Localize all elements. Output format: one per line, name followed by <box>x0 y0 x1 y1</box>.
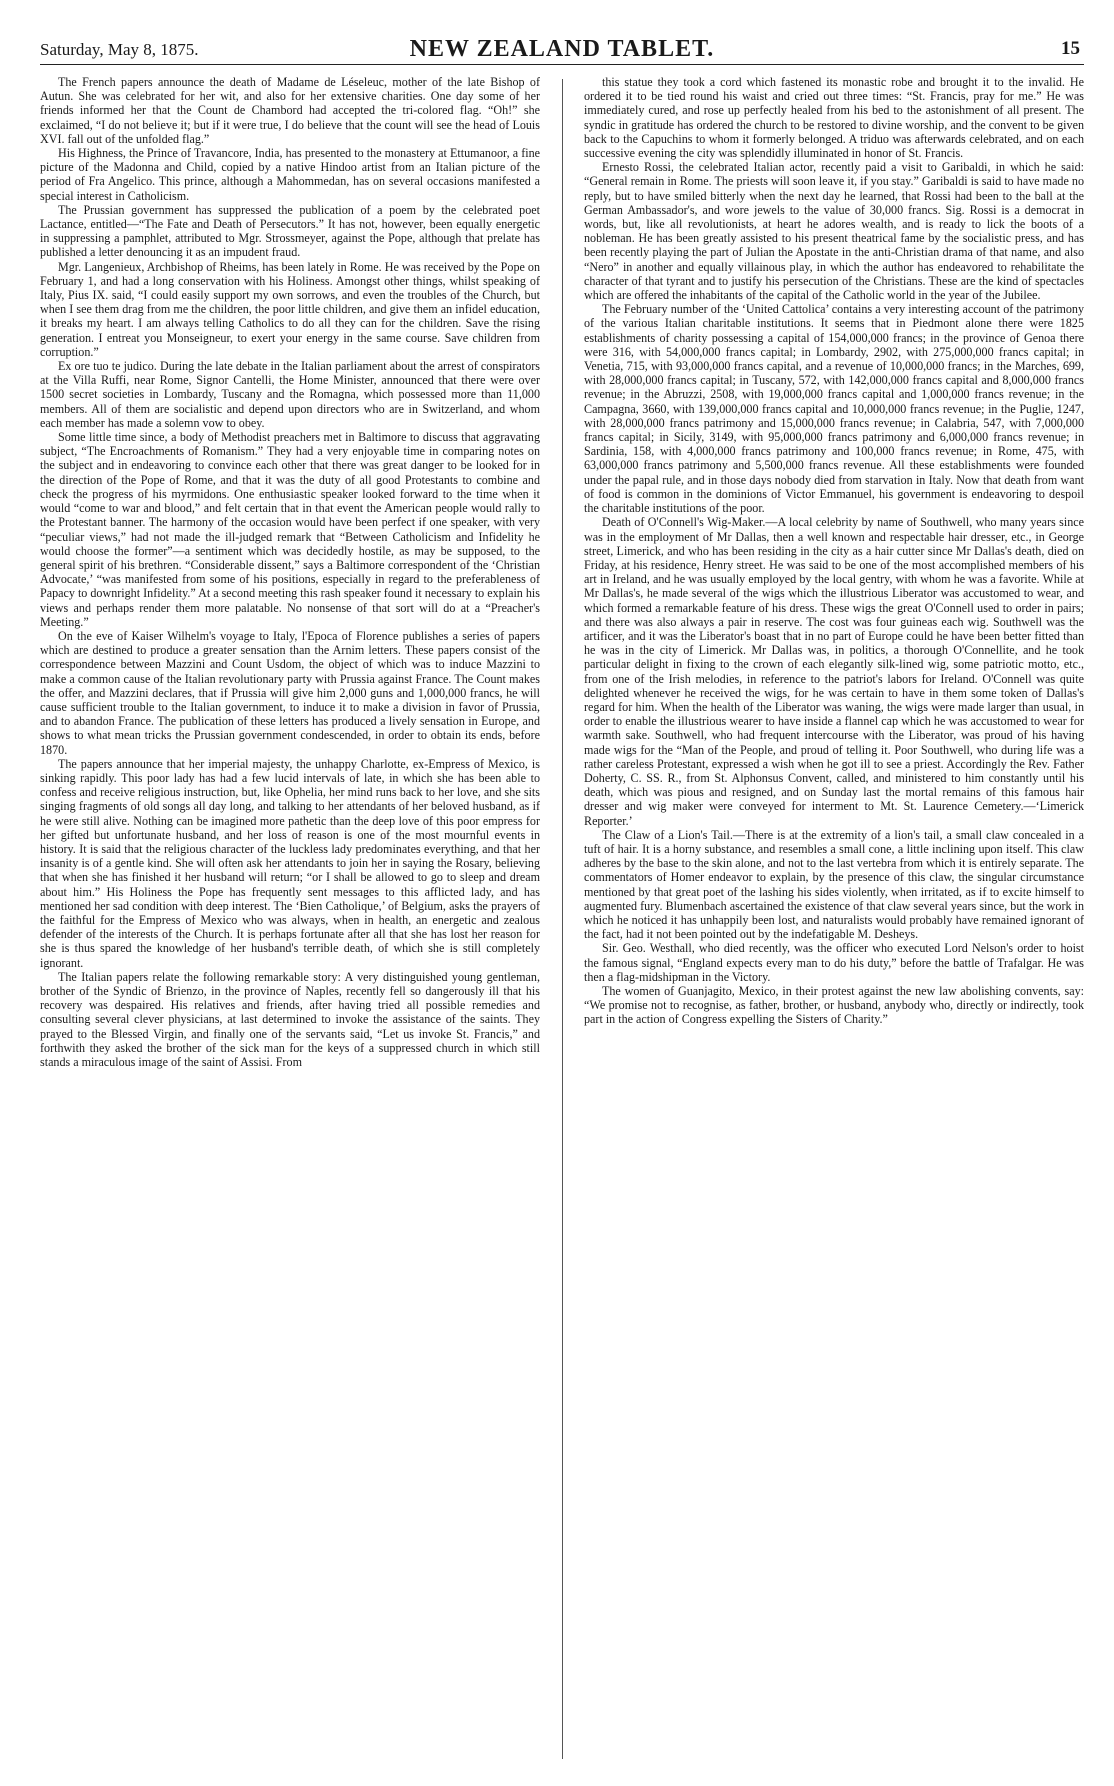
left-column <box>40 75 540 1765</box>
paragraph: Death of O'Connell's Wig-Maker.—A local celebrity by name of Southwell, who many years since was in the employment of Mr Dallas, then a well known and respectable hair dresser, etc., in George street, Limerick, and who has been residing in the city as a hair cutter since Mr Dallas's death, died on Friday, at his residence, Henry street. He was said to be one of the most accomplished members of his art in Ireland, and he was usually employed by the local gentry, with whom he was a favorite. While at Mr Dallas's, he made several of the wigs which the illustrious Liberator was accustomed to wear, and which formed a remarkable feature of his dress. These wigs the great O'Connell used to order in pairs; and there was also always a pair in reserve. The cost was four guineas each wig. Southwell was the artificer, and it was the Liberator's boast that in no part of Europe could he have been better fitted than he was in the city of Limerick. Mr Dallas was, in politics, a thorough O'Connellite, and he took particular delight in fixing to the crown of each elegantly silk-lined wig, some patriotic motto, etc., from one of the Irish melodies, in reference to the patriot's labors for Ireland. O'Connell was quite delighted whenever he received the wigs, for he was certain to have in them some token of Dallas's regard for him. When the health of the Liberator was waning, the wigs were made larger than usual, in order to enable the illustrious wearer to have inside a flannel cap which he was accustomed to wear for warmth sake. Southwell, who had frequent intercourse with the Liberator, was proud of his having made wigs for the “Man of the People, and proud of telling it. Poor Southwell, who during life was a rather careless Protestant, expressed a wish when he got ill to see a priest. Accordingly the Rev. Father Doherty, C. SS. R., from St. Alphonsus Convent, called, and ministered to him constantly until his death, which was pious and resigned, and on Sunday last the mortal remains of this famous hair dresser and wig maker were conveyed for interment to Mt. St. Laurence Cemetery.—‘Limerick Reporter.’ <box>584 515 1084 828</box>
paragraph: The French papers announce the death of Madame de Léseleuc, mother of the late Bishop of Autun. She was celebrated for her wit, and also for her extensive charities. One day some of her friends informed her that the Count de Chambord had accepted the tri-colored flag. “Oh!” she exclaimed, “I do not believe it; but if it were true, I do believe that the count will see the head of Louis XVI. fall out of the unfolded flag.” <box>40 75 540 146</box>
paragraph: The February number of the ‘United Cattolica’ contains a very interesting account of the patrimony of the various Italian charitable institutions. It seems that in Piedmont alone there were 1825 establishments of charity possessing a capital of 154,000,000 francs; in the province of Genoa there were 316, with 54,000,000 francs capital; in Lombardy, 2902, with 275,000,000 francs capital; in Venetia, 715, with 93,000,000 francs capital, and a revenue of 10,000,000 francs; in the Marches, 699, with 28,000,000 francs capital; in Tuscany, 572, with 142,000,000 francs capital and 8,000,000 francs revenue; in the Abruzzi, 2508, with 19,000,000 francs capital and 1,000,000 francs revenue; in the Campagna, 3660, with 139,000,000 francs capital and 10,000,000 francs revenue; in the Puglie, 1247, with 28,000,000 francs patrimony and 15,000,000 francs revenue; in Calabria, 547, with 7,000,000 francs capital; in Sicily, 3149, with 95,000,000 francs patrimony and 6,000,000 francs revenue; in Sardinia, 158, with 4,000,000 francs patrimony and 100,000 francs revenue; in Rome, 475, with 63,000,000 francs patrimony and 5,500,000 francs revenue. All these establishments were founded under the papal rule, and in those days nobody died from starvation in Italy. Now that death from want of food is common in the dominions of Victor Emmanuel, his government is endeavoring to despoil the charitable institutions of the poor. <box>584 302 1084 516</box>
masthead-title: NEW ZEALAND TABLET. <box>409 36 715 62</box>
issue-date: Saturday, May 8, 1875. <box>40 40 199 59</box>
paragraph: The Prussian government has suppressed the publication of a poem by the celebrated poet Lactance, entitled—“The Fate and Death of Persecutors.” It has not, however, been equally energetic in suppressing a pamphlet, attributed to Mgr. Strossmeyer, against the Pope, although that prelate has published a letter denouncing it as an impudent fraud. <box>40 202 540 260</box>
paragraph: Ernesto Rossi, the celebrated Italian actor, recently paid a visit to Garibaldi, in which he said: “General remain in Rome. The priests will soon leave it, if you stay.” Garibaldi is said to have made no reply, but to have smiled bitterly when the next day he learned, that Rossi had been to the ball at the German Ambassador's, and wore jewels to the value of 30,000 francs. Sig. Rossi is a democrat in words, but, like all revolutionists, at heart he adores wealth, and is ready to lick the boots of a nobleman. He has been greatly assisted to his present theatrical fame by the socialistic press, and has been recently playing the part of Julian the Apostate in the anti-Christian drama of that name, and also “Nero” in another and equally villainous play, in which the author has endeavored to rehabilitate the character of that tyrant and to justify his persecution of the Christians. These are the kind of spectacles which are offered the inhabitants of the capital of the Catholic world in the year of the Jubilee. <box>584 160 1084 303</box>
paragraph: On the eve of Kaiser Wilhelm's voyage to Italy, l'Epoca of Florence publishes a series of papers which are destined to produce a greater sensation than the Arnim letters. These papers consist of the correspondence between Mazzini and Count Usdom, the object of which was to induce Mazzini to make a common cause of the Italian revolutionary party with Prussia against France. The Count makes the offer, and Mazzini declares, that if Prussia will give him 2,000 guns and 1,000,000 francs, he will cause sufficient trouble to the Italian government, to induce it to make a division in favor of Prussia, and to abandon France. The publication of these letters has produced a lively sensation in Europe, and shows to what mean tricks the Prussian government condescended, in order to obtain its ends, before 1870. <box>40 628 540 757</box>
paragraph: Mgr. Langenieux, Archbishop of Rheims, has been lately in Rome. He was received by the Pope on February 1, and had a long conservation with his Holiness. Amongst other things, whilst speaking of Italy, Pius IX. said, “I could easily support my own sorrows, and even the troubles of the Church, but when I see them drag from me the children, the poor little children, and give them an infidel education, it breaks my heart. I am always telling Catholics to do all they can for the children. Save the rising generation. I entreat you Monseigneur, to exert your energy in the same course. Save children from corruption.” <box>40 259 540 359</box>
article-columns <box>40 75 1084 1765</box>
paragraph: Sir. Geo. Westhall, who died recently, was the officer who executed Lord Nelson's order to hoist the famous signal, “England expects every man to do his duty,” before the battle of Trafalgar. He was then a flag-midshipman in the Victory. <box>584 941 1084 984</box>
column-divider <box>562 79 563 1759</box>
paragraph: Some little time since, a body of Methodist preachers met in Baltimore to discuss that aggravating subject, “The Encroachments of Romanism.” They had a very enjoyable time in comparing notes on the subject and in endeavoring to convince each other that there was great danger to be looked for in the direction of the Pope of Rome, and that it was the duty of all good Protestants to combine and check the progress of his myrmidons. One enthusiastic speaker looked forward to the time when it would “come to war and blood,” and felt certain that in that event the American people would rally to the Protestant banner. The harmony of the occasion would have been perfect if one speaker, with very “peculiar views,” had not made the ill-judged remark that “Between Catholicism and Infidelity he would choose the former”—a sentiment which was decidedly hostile, as may be supposed, to the general spirit of his brethren. “Considerable dissent,” says a Baltimore correspondent of the ‘Christian Advocate,’ “was manifested from some of his positions, especially in regard to the preferableness of Papacy to downright Infidelity.” At a second meeting this rash speaker found it necessary to explain his views and perhaps render them more palatable. No nonsense of that sort will do at a “Preacher's Meeting.” <box>40 430 540 629</box>
page-header <box>40 38 1084 65</box>
paragraph: The Italian papers relate the following remarkable story: A very distinguished young gentleman, brother of the Syndic of Brienzo, in the province of Naples, recently fell so dangerously ill that his recovery was despaired. His relatives and friends, after having tried all possible remedies and consulting several clever physicians, at last determined to invoke the assistance of the saints. They prayed to the Blessed Virgin, and finally one of the servants said, “Let us invoke St. Francis,” and forthwith they asked the brother of the sick man for the keys of a suppressed church in which still stands a miraculous image of the saint of Assisi. From <box>40 969 540 1070</box>
page-number: 15 <box>1061 38 1080 59</box>
paragraph: The women of Guanjagito, Mexico, in their protest against the new law abolishing convents, say: “We promise not to recognise, as father, brother, or husband, anybody who, directly or indirectly, took part in the action of Congress expelling the Sisters of Charity.” <box>584 984 1084 1027</box>
paragraph: Ex ore tuo te judico. During the late debate in the Italian parliament about the arrest of conspirators at the Villa Ruffi, near Rome, Signor Cantelli, the Home Minister, announced that there were over 1500 secret societies in Lombardy, Tuscany and the Romagna, which possessed more than 11,000 members. All of them are socialistic and depend upon directors who are in Switzerland, and whom each member has made a solemn vow to obey. <box>40 359 540 430</box>
right-column <box>584 75 1084 1765</box>
paragraph: this statue they took a cord which fastened its monastic robe and brought it to the invalid. He ordered it to be tied round his waist and cried out three times: “St. Francis, pray for me.” He was immediately cured, and rose up perfectly healed from his bed to the astonishment of all present. The syndic in gratitude has ordered the church to be restored to divine worship, and the convent to be given back to the Capuchins to whom it formerly belonged. A triduo was afterwards celebrated, and on each successive evening the city was splendidly illuminated in honor of St. Francis. <box>584 75 1084 161</box>
paragraph: His Highness, the Prince of Travancore, India, has presented to the monastery at Ettumanoor, a fine picture of the Madonna and Child, copied by a native Hindoo artist from an Italian picture of the period of Fra Angelico. This prince, although a Mahommedan, has on several occasions manifested a special interest in Catholicism. <box>40 146 540 203</box>
paragraph: The papers announce that her imperial majesty, the unhappy Charlotte, ex-Empress of Mexico, is sinking rapidly. This poor lady has had a few lucid intervals of late, in which she has been able to confess and receive religious instruction, but, like Ophelia, her mind runs back to her love, and she sits singing fragments of old songs all day long, and talking to her attendants of her beloved husband, as if he were still alive. Nothing can be imagined more pathetic than the deep love of this poor empress for her gifted but unfortunate husband, and her loss of reason is one of the most mournful events in history. It is said that the religious character of the luckless lady predominates everything, and that her insanity is of a gentle kind. She will often ask her attendants to join her in saying the Rosary, believing that when she has finished it her husband will return; “or I shall be allowed to go to sleep and dream about him.” His Holiness the Pope has frequently sent messages to this afflicted lady, and has mentioned her sad condition with deep interest. The ‘Bien Catholique,’ of Belgium, asks the prayers of the faithful for the Empress of Mexico who was always, when in health, an energetic and zealous defender of the interests of the Church. It is perhaps fortunate after all that she has lost her reason for she is thus spared the knowledge of her husband's terrible death, of which she is still completely ignorant. <box>40 756 540 970</box>
paragraph: The Claw of a Lion's Tail.—There is at the extremity of a lion's tail, a small claw concealed in a tuft of hair. It is a horny substance, and resembles a small cone, a little inclining upon itself. This claw adheres by the base to the skin alone, and not to the last vertebra from which it is entirely separate. The commentators of Homer endeavor to explain, by the presence of this claw, the singular circumstance mentioned by that great poet of the lashing his sides violently, when irritated, as if to excite himself to augmented fury. Blumenbach ascertained the existence of that claw several years since, but the work in which he noticed it has unhappily been lost, and naturalists would probably have remained ignorant of the fact, had it not been pointed out by the indefatigable M. Desheys. <box>584 827 1084 942</box>
